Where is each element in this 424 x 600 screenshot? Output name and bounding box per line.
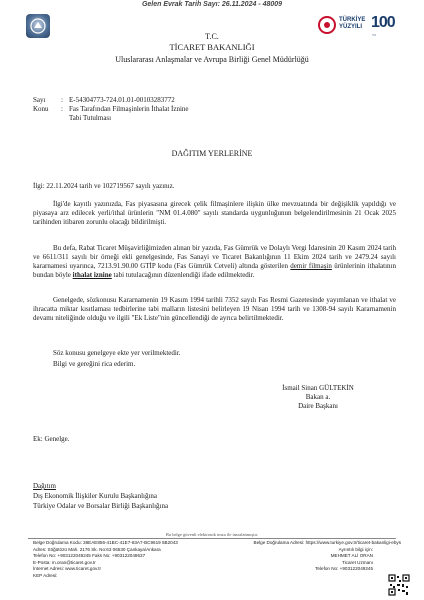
paragraph-1 bbox=[33, 200, 396, 227]
header-ministry: TİCARET BAKANLIĞI bbox=[169, 42, 255, 52]
hundred-year-logo: 100 bbox=[371, 14, 395, 31]
paragraph-5 bbox=[33, 360, 396, 369]
konu-colon: : bbox=[61, 105, 63, 113]
phone-fax: Telefon No: +903122049245 Faks No: +903122048637 bbox=[33, 553, 146, 558]
email[interactable]: E-Posta: m.oran@ticaret.gov.tr bbox=[33, 559, 96, 565]
header-directorate: Uluslararası Anlaşmalar ve Avrupa Birliği Genel Müdürlüğü bbox=[115, 55, 309, 64]
attachment-line: Ek: Genelge. bbox=[33, 435, 70, 443]
web-address[interactable]: İnternet Adresi: www.ticaret.gov.tr bbox=[33, 566, 102, 571]
logo-text-yuzyili: YÜZYILI bbox=[339, 24, 363, 30]
document-footer bbox=[33, 540, 401, 579]
officer-phone: Telefon No: +903122049245 bbox=[315, 566, 373, 571]
footer-divider bbox=[28, 538, 396, 539]
e-signature-note: Bu belge güvenli elektronik imza ile imzalanmıştır. bbox=[165, 532, 259, 537]
header-tc: T.C. bbox=[205, 32, 219, 41]
distribution-heading: Dağıtım bbox=[33, 482, 56, 490]
konu-value bbox=[69, 105, 189, 123]
officer-title: Ticaret Uzmanı bbox=[342, 559, 373, 565]
incoming-document-stamp: Gelen Evrak Tarih Sayı: 26.11.2024 - 48009 bbox=[141, 1, 283, 8]
signer-role-1: Bakan a. bbox=[305, 393, 331, 401]
paragraph-4 bbox=[33, 349, 396, 358]
paragraph-2-text-c: tabi tutulacağının düzenlendiği ifade edilmektedir. bbox=[111, 271, 255, 279]
signature-block bbox=[258, 384, 378, 411]
paragraph-4-text: Söz konusu genelgeye ekte yer verilmektedir. bbox=[53, 349, 181, 357]
paragraph-2-text-b: ürünlerinin ithalatının bundan böyle bbox=[33, 262, 396, 279]
konu-line-2: Tabi Tutulması bbox=[69, 114, 112, 122]
konu-line-1: Fas Tarafından Filmaşinlerin İthalat İzninе bbox=[69, 105, 189, 113]
verify-code: Belge Doğrulama Kodu: 38EAE856-41BC-41E7-83A7-BC9619 5B2043 bbox=[33, 540, 178, 545]
distribution-item-1: Dış Ekonomik İlişkiler Kurulu Başkanlığına bbox=[33, 492, 158, 500]
sayi-label: Sayı bbox=[33, 96, 46, 104]
info-label: Ayrıntılı bilgi için: bbox=[338, 546, 373, 552]
logo-text-turkiye: TÜRKİYE bbox=[339, 17, 366, 23]
reference-line: İlgi: 22.11.2024 tarih ve 102719567 sayılı yazınız. bbox=[33, 182, 175, 190]
sayi-colon: : bbox=[61, 96, 63, 104]
konu-label: Konu bbox=[33, 105, 49, 113]
kep-address: KEP Adresi: bbox=[33, 572, 58, 578]
distribution-item-2: Türkiye Odalar ve Borsalar Birliği Başkanlığına bbox=[33, 502, 169, 510]
paragraph-2 bbox=[33, 244, 396, 280]
qr-code-icon bbox=[388, 574, 410, 596]
paragraph-2-underlined: demir filmaşin bbox=[290, 262, 332, 270]
paragraph-2-underlined-bold: ithalat iznine bbox=[72, 271, 112, 279]
paragraph-2-text-a: Bu defa, Rabat Ticaret Müşavirliğimizden alınan bir yazıda, Fas Gümrük ve Dolaylı Vergi İdaresinin 20 Kasım 2024 tarih ve 6611/311 sayılı bir örneği ekli genelgesinde, Fas Sanayi ve Ticaret Bakanlığının 11 Ekim 2024 tarih ve 2479.24 sayılı kararnamesi uyarınca, 7213.91.90.00 GTİP kodu (Fas Gümrük Cetveli) altında gösterilen bbox=[33, 244, 396, 270]
sayi-value: E-54304773-724.01.01-00103283772 bbox=[69, 96, 175, 104]
officer-name: MEHMET ALİ ORAN bbox=[330, 553, 373, 558]
paragraph-1-text: İlgi'de kayıtlı yazınızda, Fas piyasasına girecek çelik filmaşinlere ilişkin ülke mevzuatında bir değişiklik yapıldığı ve piyasaya arz edilecek yerli/ithal ürünlerin "NM 01.4.080" sayılı standarda uygunluğunun belgelendirilmesinin 21 Ocak 2025 tarihinden itibaren zorunlu olacağı bildirilmişti. bbox=[33, 200, 396, 226]
verify-url[interactable]: Belge Doğrulama Adresi: https://www.turkiye.gov.tr/ticaret-bakanligi-ebys bbox=[253, 540, 401, 545]
distribution-title: DAĞITIM YERLERİNE bbox=[171, 149, 253, 158]
meta-sayi-row bbox=[33, 96, 189, 105]
paragraph-3-text: Genelgede, sözkonusu Kararnamenin 19 Kasım 1994 tarihli 7352 sayılı Fas Resmi Gazetesinde yayımlanan ve ithalat ve ihracatta miktar kısıtlaması tedbirlerine tabi malların listesini belirleyen 19 Nisan 1994 tarih ve 1308-94 sayılı Kararnamenin devamı niteliğinde olduğu ve ilgili "Ek Liste"nin güncellendiği de ayrıca belirtilmektedir. bbox=[33, 296, 396, 322]
signer-role-2: Daire Başkanı bbox=[298, 402, 338, 410]
paragraph-5-text: Bilgi ve gereğini rica ederim. bbox=[53, 360, 136, 368]
document-meta bbox=[33, 96, 189, 123]
paragraph-3 bbox=[33, 296, 396, 323]
meta-konu-row bbox=[33, 105, 189, 123]
address: Adres: Söğütözü Mah. 2176 Sk. No:63 06530 Çankaya/Ankara bbox=[33, 546, 161, 552]
hundred-year-sub: Yıl bbox=[372, 33, 376, 37]
distribution-list bbox=[33, 481, 168, 511]
signer-name: İsmail Sinan GÜLTEKİN bbox=[282, 384, 354, 392]
